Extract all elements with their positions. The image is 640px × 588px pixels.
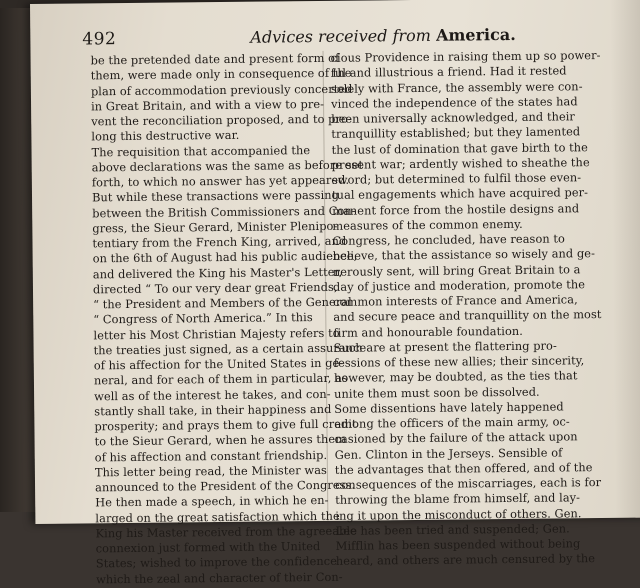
text-line: States; wished to improve the confidence	[95, 554, 338, 571]
text-line: in Great Britain, and with a view to pre-	[90, 96, 325, 114]
text-line: manent force from the hostile designs and	[332, 200, 580, 218]
text-line: Gen. Clinton in the Jerseys. Sensible of	[334, 444, 563, 462]
text-line: gress, the Sieur Gerard, Minister Plenipo-	[92, 218, 338, 236]
text-line: be the pretended date and present form of	[90, 50, 340, 68]
text-line: announced to the President of the Congress.	[94, 477, 356, 495]
text-line: long this destructive war.	[91, 128, 240, 144]
text-line: Congress, he concluded, have reason to	[332, 231, 565, 248]
text-line: unite them must soon be dissolved.	[334, 384, 540, 401]
text-line: He then made a speech, in which he en-	[95, 493, 329, 510]
text-line: stantly shall take, in their happiness and	[94, 401, 332, 419]
text-line: the advantages that then offered, and of the	[334, 459, 593, 477]
text-line: plan of accommodation previously concerted	[90, 81, 353, 98]
text-line: and secure peace and tranquillity on the most	[333, 307, 602, 325]
text-line: Such are at present the flattering pro-	[333, 338, 557, 355]
text-line: The requisition that accompanied the	[91, 142, 311, 159]
left-column	[90, 50, 367, 587]
text-line: vent the reconciliation proposed, and to pro-	[91, 111, 352, 129]
text-line: But while these transactions were passing	[91, 188, 340, 205]
text-line: throwing the blame from himself, and lay-	[335, 490, 581, 508]
text-line: common interests of France and America,	[333, 292, 578, 309]
text-line: and delivered the King his Master's Letter,	[92, 264, 343, 281]
text-line: believe, that the assistance so wisely and ge-	[332, 246, 596, 264]
running-title-italic: Advices received from	[250, 25, 432, 47]
text-line: the lust of domination that gave birth to the	[331, 139, 589, 157]
text-line: cious Providence in raising them up so power-	[330, 48, 601, 65]
text-line: Some dissentions have lately happened	[334, 399, 564, 416]
text-line: among the officers of the main army, oc-	[334, 414, 570, 431]
text-line: measures of the common enemy.	[332, 216, 523, 233]
page-number: 492	[82, 29, 117, 50]
text-line: tentiary from the French King, arrived, and	[92, 233, 347, 251]
text-line: casioned by the failure of the attack upon	[334, 429, 578, 447]
text-line: This letter being read, the Minister was	[94, 462, 327, 480]
text-line: of his affection and constant friendship.	[94, 447, 328, 464]
running-title	[250, 25, 516, 47]
text-line: Mifflin has been suspended without being	[335, 536, 581, 553]
text-line: on the 6th of August had his public audience,	[92, 248, 358, 266]
text-line: above declarations was the same as before set	[91, 157, 364, 175]
text-line: nerously sent, will bring Great Britain to a	[332, 261, 581, 279]
text-line: solely with France, the assembly were con-	[330, 78, 583, 96]
text-line: to the Sieur Gerard, when he assures them	[94, 431, 347, 449]
text-line: prosperity; and prays them to give full credit	[94, 416, 357, 434]
text-line: between the British Commissioners and Con-	[92, 203, 356, 220]
text-line: forth, to which no answer has yet appeared.	[91, 172, 350, 190]
newspaper-page	[30, 0, 640, 586]
text-line: them, were made only in consequence of the	[90, 65, 352, 83]
text-line: “ Congress of North America.” In this	[93, 310, 313, 327]
page-header	[82, 24, 640, 52]
text-line: of his affection for the United States in ge-	[93, 355, 344, 373]
text-line: larged on the great satisfaction which the	[95, 508, 340, 525]
text-line: well as of the interest he takes, and con-	[94, 386, 331, 403]
right-column	[331, 48, 608, 569]
text-line: which the zeal and character of their Con-	[95, 569, 343, 586]
text-line: connexion just formed with the United	[95, 538, 321, 556]
text-line: King his Master received from the agreeable	[95, 523, 358, 541]
page-edge-shade	[610, 0, 640, 518]
text-line: however, may be doubted, as the ties that	[333, 368, 578, 386]
text-line: vinced the independence of the states had	[330, 94, 578, 111]
text-line: ing it upon the misconduct of others. Gen.	[335, 505, 582, 523]
text-line: fessions of these new allies; their sincerity,	[333, 353, 585, 370]
text-line: “ the President and Members of the General	[93, 294, 352, 312]
text-line: Lee has been tried and suspended; Gen.	[335, 521, 570, 538]
text-line: heard, and others are much censured by the	[335, 551, 596, 569]
running-title-bold: America.	[435, 24, 516, 45]
text-line: letter his Most Christian Majesty refers to	[93, 325, 340, 342]
text-line: tual engagements which have acquired per-	[331, 185, 589, 203]
text-line: directed “ To our very dear great Friends,	[92, 279, 338, 297]
text-line: tranquillity established; but they lamented	[331, 124, 581, 142]
text-line: present war; ardently wished to sheathe the	[331, 154, 590, 172]
text-line: firm and honourable foundation.	[333, 323, 523, 340]
text-line: day of justice and moderation, promote the	[332, 276, 586, 294]
text-line: ful and illustrious a friend. Had it rested	[330, 63, 567, 81]
text-line: neral, and for each of them in particular, as	[93, 370, 348, 388]
text-line: been universally acknowledged, and their	[331, 109, 575, 126]
text-line: sword; but determined to fulfil those even-	[331, 170, 582, 187]
text-line: the treaties just signed, as a certain assurance	[93, 340, 367, 358]
text-line: consequences of the miscarriages, each is for	[334, 475, 602, 492]
